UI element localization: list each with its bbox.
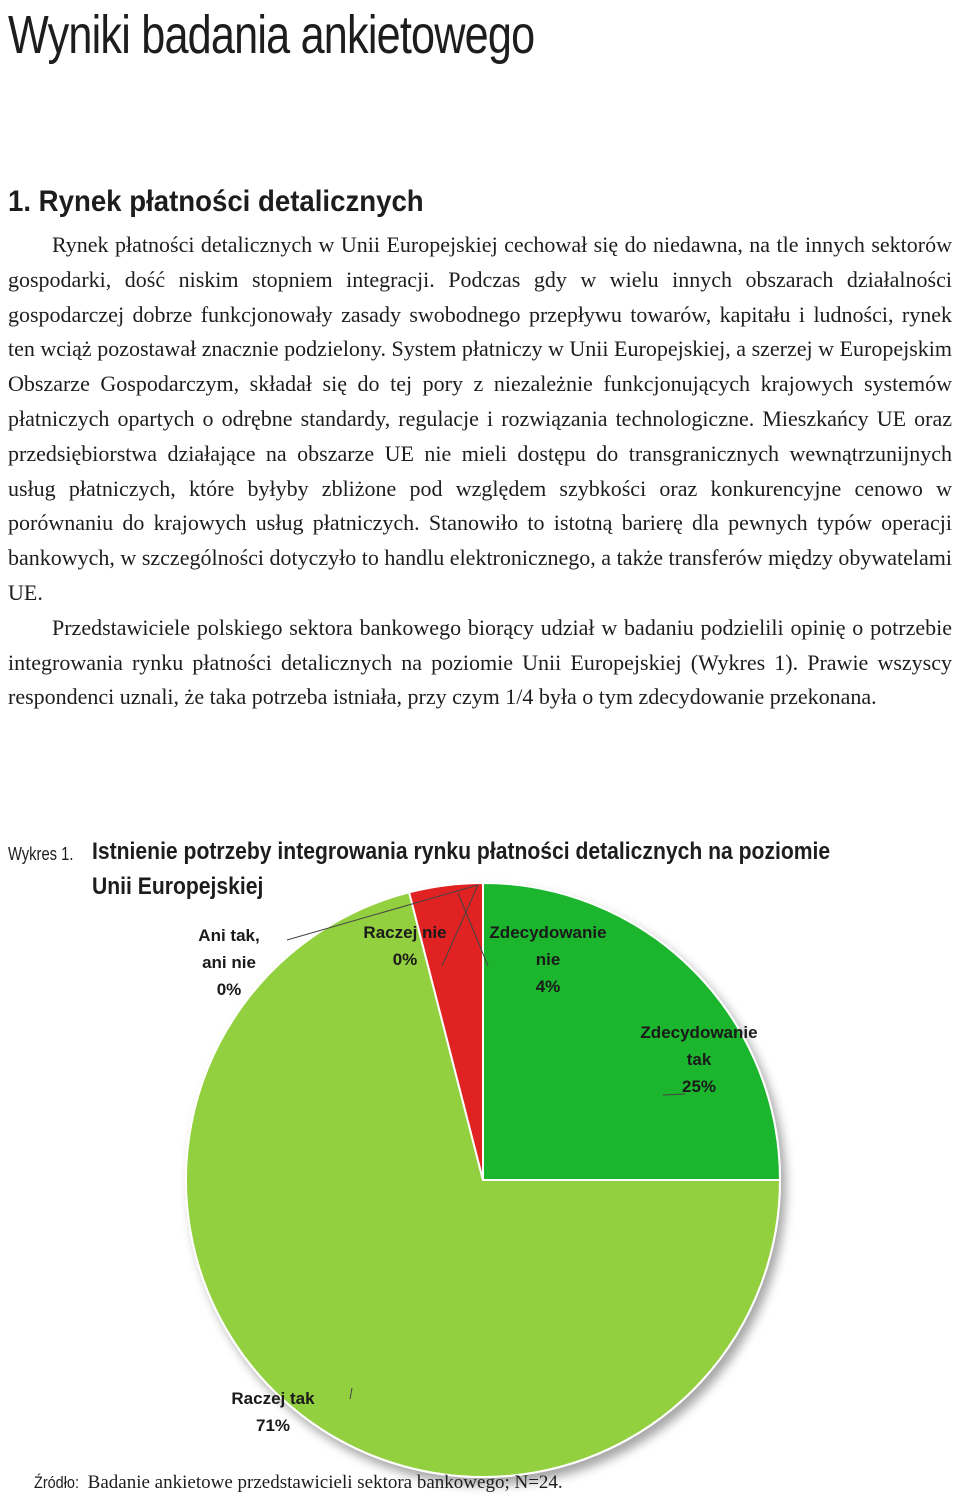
paragraph-1: Rynek płatności detalicznych w Unii Europejskiej cechował się do niedawna, na tle innych sektorów gospodarki, dość niskim stopniem integracji. Podczas gdy w wielu innych obszarach działalności gospodarczej dobrze funkcjonowały zasady swobodnego przepływu towarów, kapitału i ludności, rynek ten wciąż pozostawał znacznie podzielony. System płatniczy w Unii Europejskiej, a szerzej w Europejskim Obszarze Gospodarczym, składał się do tej pory z niezależnie funkcjonujących krajowych systemów płatniczych opartych o odrębne standardy, regulacje i rozwiązania technologiczne. Mieszkańcy UE oraz przedsiębiorstwa działające na obszarze UE nie mieli dostępu do transgranicznych wewnątrzunijnych usług płatniczych, które byłyby zbliżone pod względem szybkości oraz konkurencyjne cenowo w porównaniu do krajowych usług płatniczych. Stanowiło to istotną barierę dla pewnych typów operacji bankowych, w szczególności dotyczyło to handlu elektronicznego, a także transferów między obywatelami UE. (8, 232, 952, 605)
pie-label: Zdecydowanie nie 4% (489, 923, 607, 996)
page-title: Wyniki badania ankietowego (8, 5, 535, 65)
source-text: Badanie ankietowe przedstawicieli sektora bankowego; N=24. (82, 1472, 563, 1493)
pie-label: Raczej nie 0% (363, 923, 447, 969)
source-label: Źródło: (34, 1473, 79, 1492)
pie-label: Ani tak, ani nie 0% (198, 926, 260, 999)
pie-label: Raczej tak 71% (231, 1389, 315, 1435)
figure-label: Wykres 1. (8, 844, 74, 864)
pie-slices (186, 883, 780, 1477)
paragraph-2: Przedstawiciele polskiego sektora bankowego biorący udział w badaniu podzielili opinię o potrzebie integrowania rynku płatności detalicznych na poziomie Unii Europejskiej (Wykres 1). Prawie wszyscy respondenci uznali, że taka potrzeba istniała, przy czym 1/4 była o tym zdecydowanie przekonana. (8, 614, 952, 710)
figure-source (34, 1470, 563, 1496)
section-heading: 1. Rynek płatności detalicznych (8, 185, 424, 218)
pie-label: Zdecydowanie tak 25% (640, 1023, 758, 1096)
figure-title: Istnienie potrzeby integrowania rynku płatności detalicznych na poziomie Unii Europejskiej (92, 838, 831, 900)
